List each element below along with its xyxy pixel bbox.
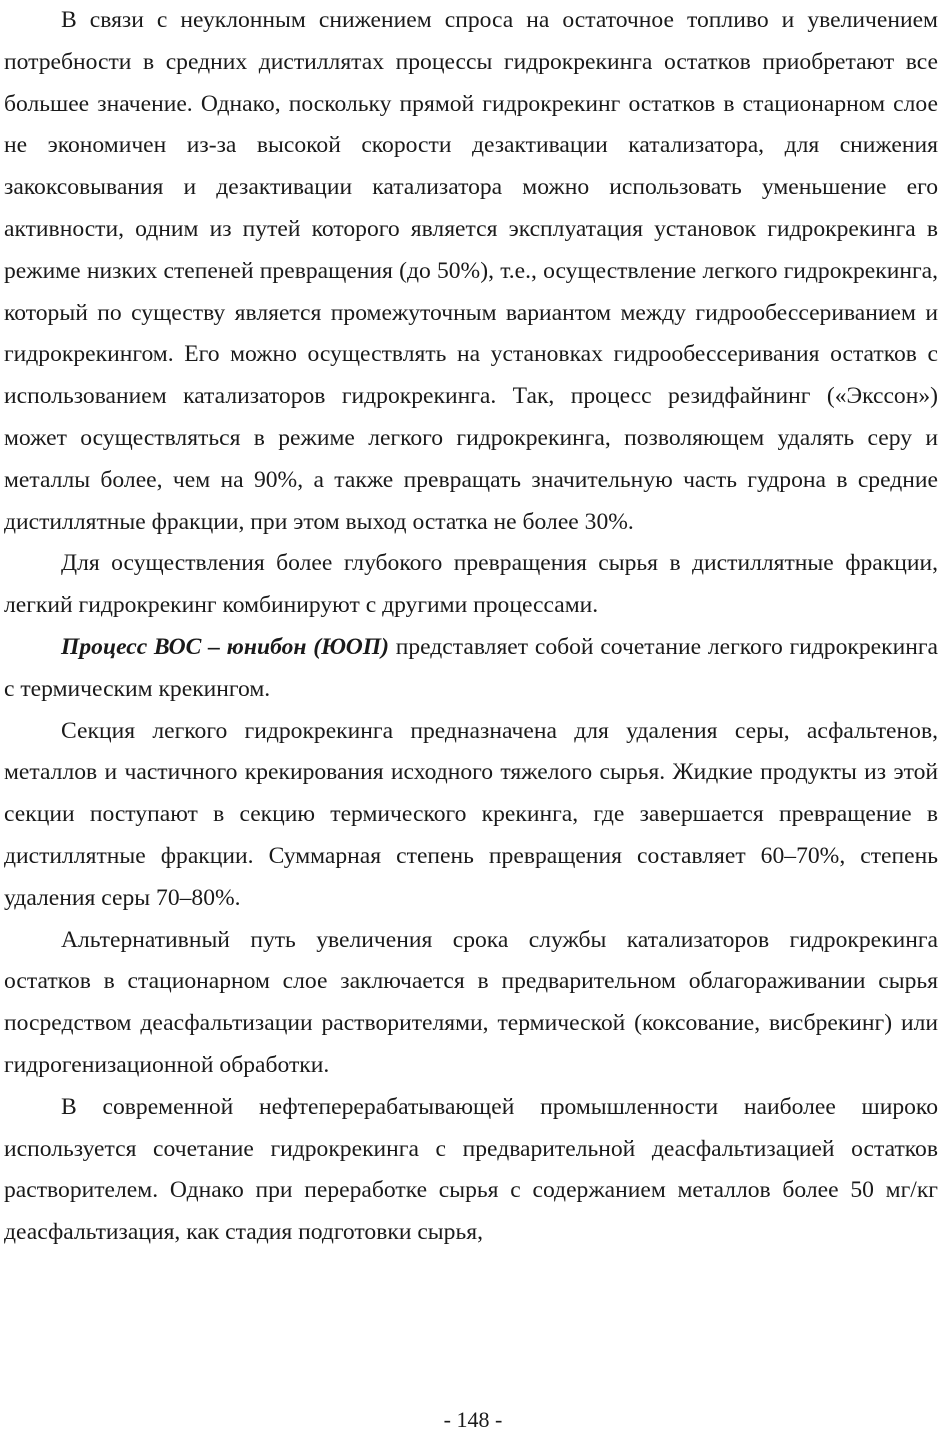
paragraph-5-text: Альтернативный путь увеличения срока службы катализаторов гидрокрекинга остатков в стационарном слое заключается в предварительном облагораживании сырья посредством деасфальтизации растворителями, термической (коксование, висбрекинг) или гидрогенизационной обработки. bbox=[4, 926, 938, 1078]
paragraph-6-text: В современной нефтеперерабатывающей промышленности наиболее широко используется сочетание гидрокрекинга с предварительной деасфальтизацией остатков растворителем. Однако при переработке сырья с содержанием металлов более 50 мг/кг деасфальтизация, как стадия подготовки сырья, bbox=[4, 1093, 938, 1246]
process-name-lead: Процесс ВОС – юнибон (ЮОП) bbox=[61, 633, 389, 660]
page-number: - 148 - bbox=[443, 1407, 503, 1432]
paragraph-3 bbox=[4, 627, 938, 711]
paragraph-2-text: Для осуществления более глубокого превращения сырья в дистиллятные фракции, легкий гидрокрекинг комбинируют с другими процессами. bbox=[4, 550, 938, 619]
paragraph-4 bbox=[4, 711, 938, 920]
paragraph-3-text: представляет собой сочетание легкого гидрокрекинга с термическим крекингом. bbox=[4, 633, 939, 702]
document-body bbox=[4, 0, 938, 1254]
paragraph-2 bbox=[4, 543, 938, 627]
paragraph-4-text: Секция легкого гидрокрекинга предназначена для удаления серы, асфальтенов, металлов и частичного крекирования исходного тяжелого сырья. Жидкие продукты из этой секции поступают в секцию термического крекинга, где завершается превращение в дистиллятные фракции. Суммарная степень превращения составляет 60–70%, степень удаления серы 70–80%. bbox=[4, 717, 938, 911]
paragraph-6 bbox=[4, 1087, 938, 1254]
paragraph-1-text: В связи с неуклонным снижением спроса на остаточное топливо и увеличением потребности в средних дистиллятах процессы гидрокрекинга остатков приобретают все большее значение. Однако, поскольку прямой гидрокрекинг остатков в стационарном слое не экономичен из-за высокой скорости дезактивации катализатора, для снижения закоксовывания и дезактивации катализатора можно использовать уменьшение его активности, одним из путей которого является эксплуатация установок гидрокрекинга в режиме низких степеней превращения (до 50%), т.е., осуществление легкого гидрокрекинга, который по существу является промежуточным вариантом между гидрообессериванием и гидрокрекингом. Его можно осуществлять на установках гидрообессеривания остатков с использованием катализаторов гидрокрекинга. Так, процесс резидфайнинг («Экссон») может осуществляться в режиме легкого гидрокрекинга, позволяющем удалять серу и металлы более, чем на 90%, а также превращать значительную часть гудрона в средние дистиллятные фракции, при этом выход остатка не более 30%. bbox=[4, 7, 938, 535]
paragraph-1 bbox=[4, 0, 938, 543]
paragraph-5 bbox=[4, 920, 938, 1087]
